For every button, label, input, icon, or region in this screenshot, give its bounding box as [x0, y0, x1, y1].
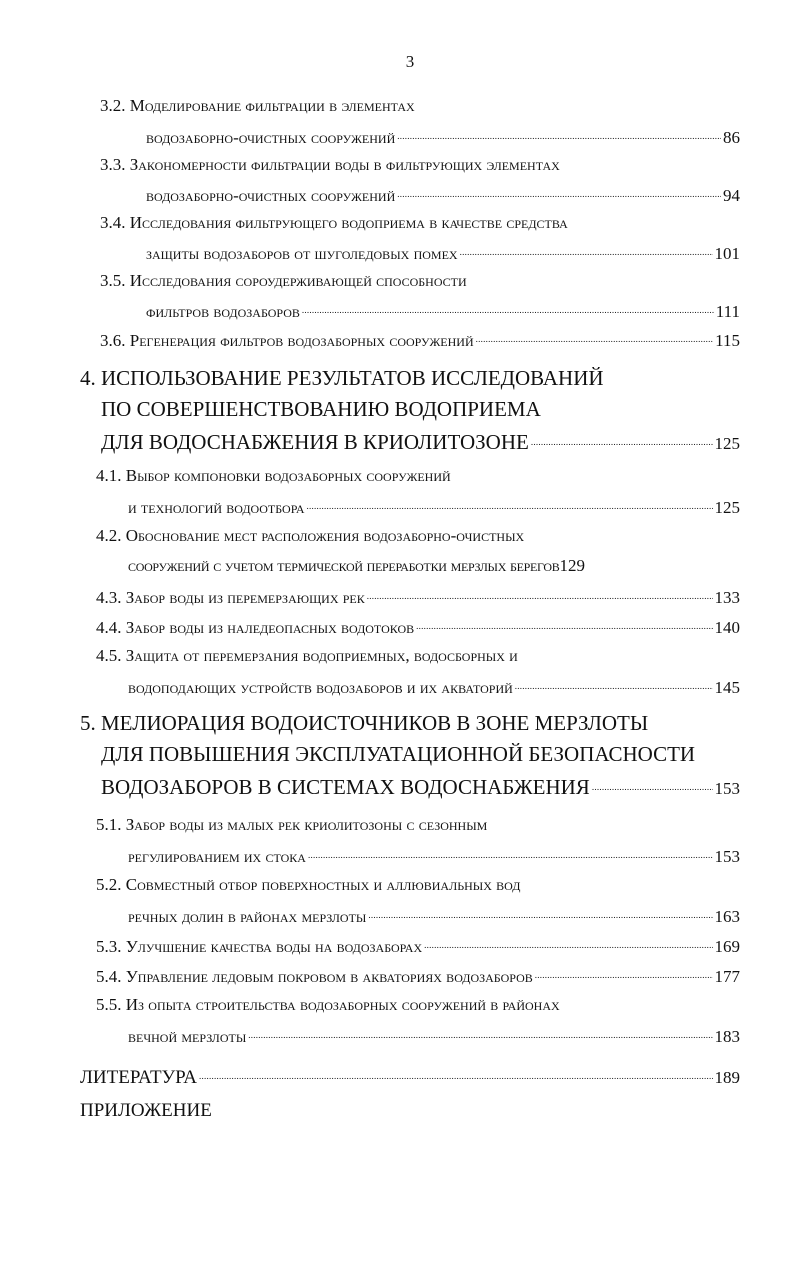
toc-number: 3.4. [100, 213, 126, 232]
toc-chapter-5-line-2 [101, 742, 695, 767]
toc-page: 153 [714, 847, 740, 866]
toc-page: 101 [714, 244, 740, 263]
toc-page: 115 [715, 331, 740, 350]
toc-page: 189 [714, 1068, 740, 1087]
toc-title: Исследования сороудерживающей способности [129, 271, 467, 290]
dot-leader [515, 676, 713, 693]
toc-number: 5.5. [96, 995, 122, 1014]
toc-page: 153 [714, 779, 740, 798]
toc-title: ПО СОВЕРШЕНСТВОВАНИЮ ВОДОПРИЕМА [101, 397, 541, 421]
toc-number: 3.3. [100, 155, 126, 174]
dot-leader [592, 773, 713, 794]
dot-leader [308, 845, 713, 862]
toc-title: Управление ледовым покровом в акваториях водозаборов [125, 967, 533, 986]
toc-title: Забор воды из наледеопасных водотоков [125, 618, 415, 637]
toc-number: 5.3. [96, 937, 122, 956]
toc-chapter-4-line-2 [101, 397, 541, 422]
toc-chapter-5-line-3 [101, 773, 740, 800]
toc-title: водозаборно-очистных сооружений [146, 186, 396, 205]
toc-entry-4-5-line-2 [128, 676, 740, 698]
toc-title: Обоснование мест расположения водозаборно-очистных [125, 526, 525, 545]
toc-title: ПРИЛОЖЕНИЕ [80, 1100, 212, 1121]
toc-entry-5-1-line-1 [96, 815, 487, 835]
toc-entry-3-2-line-1 [100, 96, 415, 116]
toc-title: МЕЛИОРАЦИЯ ВОДОИСТОЧНИКОВ В ЗОНЕ МЕРЗЛОТЫ [101, 711, 649, 735]
toc-number: 3.6. [100, 331, 126, 350]
toc-title: ДЛЯ ПОВЫШЕНИЯ ЭКСПЛУАТАЦИОННОЙ БЕЗОПАСНОСТИ [101, 742, 696, 766]
dot-leader [368, 905, 712, 922]
toc-title: речных долин в районах мерзлоты [128, 907, 367, 926]
toc-title: Выбор компоновки водозаборных сооружений [125, 466, 451, 485]
toc-entry-3-3-line-2 [146, 184, 740, 206]
toc-entry-4-4 [96, 616, 740, 638]
toc-page: 140 [714, 618, 740, 637]
toc-title: Регенерация фильтров водозаборных сооружений [129, 331, 474, 350]
dot-leader [424, 935, 712, 952]
toc-entry-4-5-line-1 [96, 646, 518, 666]
toc-page: 133 [714, 588, 740, 607]
toc-title: фильтров водозаборов [146, 302, 300, 321]
dot-leader [535, 965, 713, 982]
toc-page: 177 [714, 967, 740, 986]
page-number: 3 [405, 52, 415, 71]
toc-entry-3-4-line-2 [146, 242, 740, 264]
dot-leader [248, 1025, 712, 1042]
toc-title: Улучшение качества воды на водозаборах [125, 937, 423, 956]
toc-number: 4.1. [96, 466, 122, 485]
toc-page: 86 [723, 128, 740, 147]
toc-entry-5-3 [96, 935, 740, 957]
toc-entry-5-1-line-2 [128, 845, 740, 867]
toc-number: 3.5. [100, 271, 126, 290]
toc-entry-3-6 [100, 329, 740, 351]
toc-entry-4-2-line-1 [96, 526, 524, 546]
toc-entry-5-4 [96, 965, 740, 987]
dot-leader [460, 242, 713, 259]
toc-title: Из опыта строительства водозаборных сооружений в районах [125, 995, 560, 1014]
toc-title: сооружений с учетом термической переработки мерзлых берегов [128, 556, 560, 575]
toc-appendix [80, 1100, 212, 1122]
toc-page: 129 [559, 556, 585, 575]
toc-entry-3-5-line-2 [146, 300, 740, 322]
toc-number: 3.2. [100, 96, 126, 115]
toc-title: Защита от перемерзания водоприемных, водосборных и [125, 646, 518, 665]
toc-title: водозаборно-очистных сооружений [146, 128, 396, 147]
dot-leader [367, 586, 713, 603]
toc-entry-5-2-line-1 [96, 875, 520, 895]
dot-leader [302, 300, 714, 317]
toc-entry-4-2-line-2 [128, 556, 740, 576]
toc-title: вечной мерзлоты [128, 1027, 247, 1046]
toc-number: 5.1. [96, 815, 122, 834]
toc-title: защиты водозаборов от шуголедовых помех [146, 244, 458, 263]
toc-number: 4. [80, 366, 96, 390]
dot-leader [397, 126, 721, 143]
toc-entry-4-1-line-1 [96, 466, 451, 486]
dot-leader [476, 329, 714, 346]
dot-leader [397, 184, 721, 201]
dot-leader [199, 1064, 713, 1083]
toc-page: 111 [715, 302, 740, 321]
toc-page: 125 [714, 498, 740, 517]
toc-entry-4-3 [96, 586, 740, 608]
toc-chapter-5-line-1 [80, 711, 648, 736]
toc-title: водоподающих устройств водозаборов и их акваторий [128, 678, 513, 697]
toc-page: 125 [714, 434, 740, 453]
toc-title: ВОДОЗАБОРОВ В СИСТЕМАХ ВОДОСНАБЖЕНИЯ [101, 775, 590, 799]
toc-title: Забор воды из малых рек криолитозоны с сезонным [125, 815, 488, 834]
dot-leader [416, 616, 712, 633]
toc-title: Исследования фильтрующего водоприема в качестве средства [129, 213, 568, 232]
toc-number: 4.3. [96, 588, 122, 607]
toc-number: 4.2. [96, 526, 122, 545]
toc-page: 94 [723, 186, 740, 205]
toc-number: 5. [80, 711, 96, 735]
toc-entry-5-5-line-1 [96, 995, 560, 1015]
toc-title: Закономерности фильтрации воды в фильтрующих элементах [129, 155, 560, 174]
toc-page: 183 [714, 1027, 740, 1046]
toc-chapter-4-line-1 [80, 366, 604, 391]
toc-entry-3-3-line-1 [100, 155, 560, 175]
toc-entry-5-2-line-2 [128, 905, 740, 927]
toc-entry-5-5-line-2 [128, 1025, 740, 1047]
toc-entry-3-5-line-1 [100, 271, 467, 291]
toc-title: Моделирование фильтрации в элементах [129, 96, 415, 115]
toc-page: 163 [714, 907, 740, 926]
toc-title: Совместный отбор поверхностных и аллювиальных вод [125, 875, 521, 894]
toc-title: ДЛЯ ВОДОСНАБЖЕНИЯ В КРИОЛИТОЗОНЕ [101, 430, 529, 454]
toc-title: и технологий водоотбора [128, 498, 305, 517]
toc-number: 5.4. [96, 967, 122, 986]
toc-title: регулированием их стока [128, 847, 306, 866]
toc-title: ЛИТЕРАТУРА [80, 1067, 197, 1088]
toc-literature [80, 1064, 740, 1089]
toc-entry-4-1-line-2 [128, 496, 740, 518]
toc-page: 169 [714, 937, 740, 956]
toc-title: Забор воды из перемерзающих рек [125, 588, 365, 607]
toc-page: 145 [714, 678, 740, 697]
toc-number: 5.2. [96, 875, 122, 894]
dot-leader [531, 428, 713, 449]
toc-number: 4.4. [96, 618, 122, 637]
toc-chapter-4-line-3 [101, 428, 740, 455]
toc-title: ИСПОЛЬЗОВАНИЕ РЕЗУЛЬТАТОВ ИССЛЕДОВАНИЙ [101, 366, 604, 390]
dot-leader [307, 496, 713, 513]
toc-entry-3-2-line-2 [146, 126, 740, 148]
toc-entry-3-4-line-1 [100, 213, 568, 233]
toc-number: 4.5. [96, 646, 122, 665]
